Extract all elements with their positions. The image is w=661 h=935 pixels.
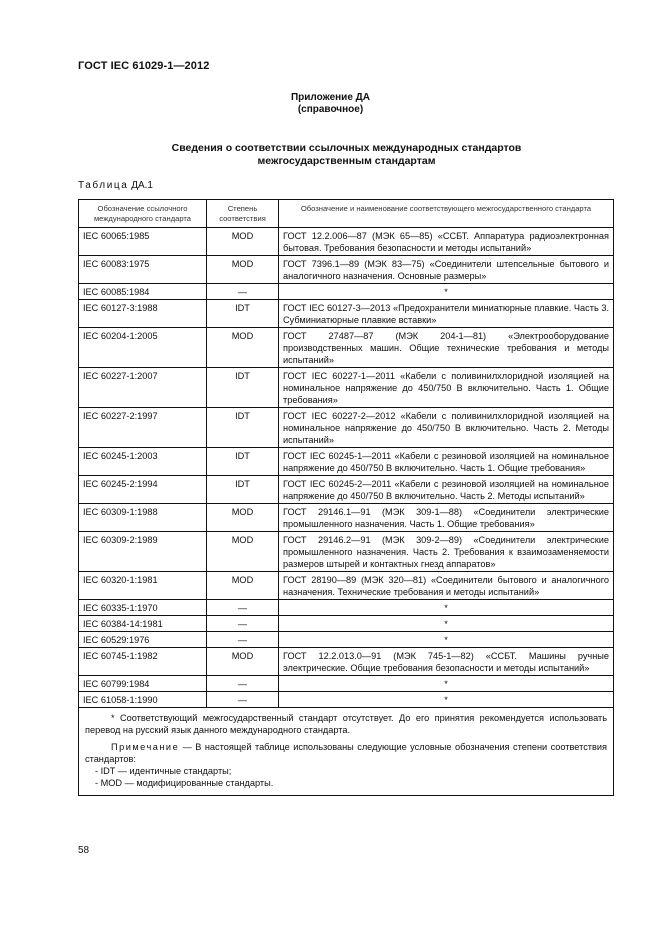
cell-name: *: [279, 600, 614, 616]
cell-name: *: [279, 284, 614, 300]
cell-ref: IEC 60204-1:2005: [79, 328, 207, 368]
cell-name: ГОСТ 28190—89 (МЭК 320—81) «Соединители бытового и аналогичного назначения. Технические требования и методы испытаний»: [279, 572, 614, 600]
cell-ref: IEC 60227-2:1997: [79, 408, 207, 448]
cell-ref: IEC 60245-1:2003: [79, 448, 207, 476]
cell-degree: MOD: [207, 256, 279, 284]
cell-ref: IEC 60227-1:2007: [79, 368, 207, 408]
cell-ref: IEC 60320-1:1981: [79, 572, 207, 600]
cell-name: ГОСТ IEC 60245-1—2011 «Кабели с резиновой изоляцией на номинальное напряжение до 450/750 В включительно. Часть 1. Общие требования»: [279, 448, 614, 476]
cell-name: *: [279, 632, 614, 648]
table-body: [79, 228, 614, 708]
cell-degree: MOD: [207, 648, 279, 676]
table-header-row: [79, 200, 614, 228]
cell-ref: IEC 60083:1975: [79, 256, 207, 284]
page-number: 58: [78, 845, 90, 856]
note-item-mod: - MOD — модифицированные стандарты.: [95, 778, 274, 788]
cell-degree: IDT: [207, 408, 279, 448]
cell-name: ГОСТ 27487—87 (МЭК 204-1—81) «Электрооборудование производственных машин. Общие технические требования и методы испытаний»: [279, 328, 614, 368]
notes-row: [79, 708, 614, 796]
appendix-title: Приложение ДА: [290, 92, 371, 103]
table-row: [79, 504, 614, 532]
standard-code: ГОСТ IEC 61029-1—2012: [78, 60, 210, 72]
cell-name: *: [279, 692, 614, 708]
cell-ref: IEC 60529:1976: [79, 632, 207, 648]
header-ref: Обозначение ссылочного международного стандарта: [79, 200, 207, 228]
cell-name: ГОСТ 12.2.013.0—91 (МЭК 745-1—82) «ССБТ. Машины ручные электрические. Общие требования безопасности и методы испытаний»: [279, 648, 614, 676]
table-row: [79, 572, 614, 600]
cell-ref: IEC 60309-1:1988: [79, 504, 207, 532]
correspondence-table: [78, 199, 614, 796]
cell-degree: IDT: [207, 476, 279, 504]
table-row: [79, 256, 614, 284]
cell-degree: —: [207, 692, 279, 708]
cell-ref: IEC 60127-3:1988: [79, 300, 207, 328]
table-row: [79, 408, 614, 448]
cell-name: ГОСТ 29146.2—91 (МЭК 309-2—89) «Соединители электрические промышленного назначения. Часть 2. Требования к взаимозаменяемости размеров штырей и контактных гнезд аппаратов»: [279, 532, 614, 572]
cell-ref: IEC 60745-1:1982: [79, 648, 207, 676]
table-row: [79, 532, 614, 572]
table-row: [79, 284, 614, 300]
cell-ref: IEC 60799:1984: [79, 676, 207, 692]
cell-name: ГОСТ 7396.1—89 (МЭК 83—75) «Соединители штепсельные бытового и аналогичного назначения. Основные размеры»: [279, 256, 614, 284]
table-row: [79, 648, 614, 676]
note-text: — В настоящей таблице использованы следующие условные обозначения степени соответствия стандартов:: [85, 742, 607, 764]
footnote: * Соответствующий межгосударственный стандарт отсутствует. До его принятия рекомендуется использовать перевод на русский язык данного международного стандарта.: [85, 713, 607, 735]
cell-degree: —: [207, 632, 279, 648]
table-row: [79, 676, 614, 692]
cell-name: ГОСТ 29146.1—91 (МЭК 309-1—88) «Соединители электрические промышленного назначения. Часть 1. Общие требования»: [279, 504, 614, 532]
section-title-line2: межгосударственным стандартам: [257, 155, 436, 167]
table-row: [79, 300, 614, 328]
cell-degree: MOD: [207, 228, 279, 256]
table-row: [79, 616, 614, 632]
cell-ref: IEC 60309-2:1989: [79, 532, 207, 572]
table-row: [79, 476, 614, 504]
table-row: [79, 632, 614, 648]
table-row: [79, 328, 614, 368]
cell-degree: —: [207, 600, 279, 616]
section-title-line1: Сведения о соответствии ссылочных международных стандартов: [171, 142, 522, 154]
cell-name: *: [279, 616, 614, 632]
header-degree: Степень соответствия: [207, 200, 279, 228]
table-row: [79, 600, 614, 616]
table-row: [79, 692, 614, 708]
table-label-prefix: Таблица: [78, 180, 129, 191]
cell-degree: MOD: [207, 572, 279, 600]
cell-ref: IEC 60065:1985: [79, 228, 207, 256]
note: [85, 741, 607, 765]
cell-degree: IDT: [207, 300, 279, 328]
note-label: Примечание: [111, 742, 180, 752]
notes-cell: [79, 708, 614, 796]
table-label: [78, 180, 153, 191]
cell-degree: MOD: [207, 328, 279, 368]
cell-degree: IDT: [207, 448, 279, 476]
cell-degree: MOD: [207, 532, 279, 572]
cell-ref: IEC 60085:1984: [79, 284, 207, 300]
cell-ref: IEC 61058-1:1990: [79, 692, 207, 708]
cell-name: ГОСТ 12.2.006—87 (МЭК 65—85) «ССБТ. Аппаратура радиоэлектронная бытовая. Требования безопасности и методы испытаний»: [279, 228, 614, 256]
cell-degree: IDT: [207, 368, 279, 408]
section-title: [80, 142, 613, 168]
cell-ref: IEC 60245-2:1994: [79, 476, 207, 504]
cell-name: ГОСТ IEC 60227-2—2012 «Кабели с поливинилхлоридной изоляцией на номинальное напряжение до 450/750 В включительно. Часть 2. Методы испытаний»: [279, 408, 614, 448]
table-row: [79, 228, 614, 256]
appendix-subtitle: (справочное): [297, 104, 364, 115]
cell-name: *: [279, 676, 614, 692]
cell-degree: —: [207, 284, 279, 300]
cell-degree: —: [207, 676, 279, 692]
table-label-number: ДА.1: [131, 180, 153, 191]
cell-degree: —: [207, 616, 279, 632]
cell-name: ГОСТ IEC 60227-1—2011 «Кабели с поливинилхлоридной изоляцией на номинальное напряжение до 450/750 В включительно. Часть 1. Общие требования»: [279, 368, 614, 408]
note-item-idt: - IDT — идентичные стандарты;: [95, 766, 232, 776]
table-row: [79, 448, 614, 476]
cell-ref: IEC 60335-1:1970: [79, 600, 207, 616]
table-row: [79, 368, 614, 408]
cell-degree: MOD: [207, 504, 279, 532]
cell-name: ГОСТ IEC 60127-3—2013 «Предохранители миниатюрные плавкие. Часть 3. Субминиатюрные плавкие вставки»: [279, 300, 614, 328]
cell-ref: IEC 60384-14:1981: [79, 616, 207, 632]
header-name: Обозначение и наименование соответствующего межгосударственного стандарта: [279, 200, 614, 228]
cell-name: ГОСТ IEC 60245-2—2011 «Кабели с резиновой изоляцией на номинальное напряжение до 450/750 В включительно. Часть 2. Методы испытаний»: [279, 476, 614, 504]
